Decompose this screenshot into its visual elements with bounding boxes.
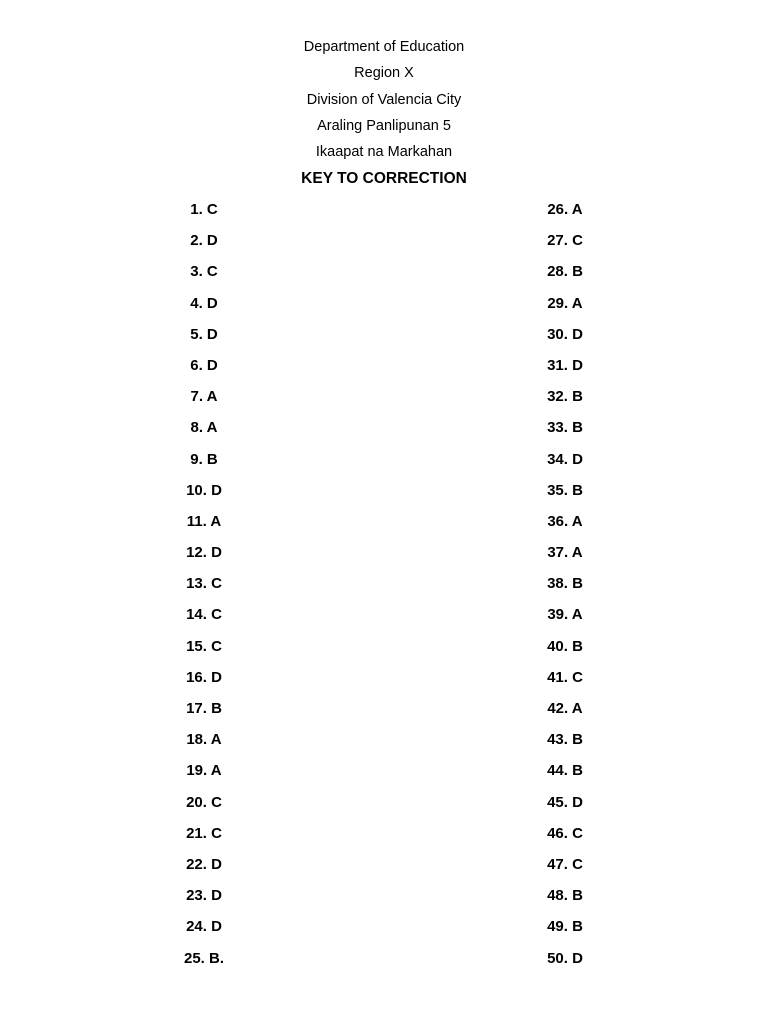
answer-item: 11. A xyxy=(186,512,222,530)
answer-item: 31. D xyxy=(547,356,583,374)
answer-item: 19. A xyxy=(186,762,222,780)
answer-item: 44. B xyxy=(547,762,583,780)
answer-item: 37. A xyxy=(547,544,583,562)
answer-item: 28. B xyxy=(547,263,583,281)
answer-item: 12. D xyxy=(186,544,222,562)
answer-item: 14. C xyxy=(186,606,222,624)
answer-item: 25. B. xyxy=(183,949,225,967)
answer-item: 4. D xyxy=(190,294,218,312)
answer-item: 38. B xyxy=(547,575,583,593)
answer-item: 5. D xyxy=(190,325,218,343)
answer-item: 42. A xyxy=(547,700,583,717)
department-line: Department of Education xyxy=(303,39,465,55)
answer-item: 3. C xyxy=(190,263,218,281)
answer-column-right xyxy=(505,199,625,979)
answer-item: 18. A xyxy=(186,731,222,749)
answer-item: 45. D xyxy=(547,793,583,811)
answer-item: 47. C xyxy=(547,855,583,873)
subject-line: Araling Panlipunan 5 xyxy=(317,117,451,134)
answer-item: 24. D xyxy=(186,918,222,936)
answer-item: 32. B xyxy=(547,388,583,406)
answer-item: 10. D xyxy=(186,481,222,499)
answer-item: 26. A xyxy=(547,201,583,218)
answer-item: 15. C xyxy=(186,637,222,655)
answer-item: 43. B xyxy=(547,731,583,749)
answer-item: 17. B xyxy=(186,700,222,717)
answer-item: 8. A xyxy=(190,419,218,437)
answer-item: 16. D xyxy=(186,668,222,686)
answer-item: 46. C xyxy=(547,824,583,842)
answer-item: 20. C xyxy=(186,793,222,811)
division-line: Division of Valencia City xyxy=(306,91,462,108)
answer-item: 13. C xyxy=(186,575,222,593)
answer-item: 2. D xyxy=(190,232,218,250)
answer-item: 30. D xyxy=(547,325,583,343)
answer-item: 33. B xyxy=(547,419,583,437)
answer-item: 35. B xyxy=(547,481,583,499)
answer-column-left xyxy=(144,199,264,979)
answer-item: 9. B xyxy=(190,450,218,468)
answer-item: 27. C xyxy=(547,232,583,250)
answer-item: 40. B xyxy=(547,637,583,655)
answer-item: 29. A xyxy=(547,294,583,312)
page-title: KEY TO CORRECTION xyxy=(301,170,467,187)
answer-item: 21. C xyxy=(186,824,222,842)
answer-item: 36. A xyxy=(547,512,583,530)
quarter-line: Ikaapat na Markahan xyxy=(315,144,453,161)
answer-item: 39. A xyxy=(547,606,583,624)
answer-item: 49. B xyxy=(547,918,583,936)
document-header xyxy=(0,36,768,167)
answer-item: 22. D xyxy=(186,855,222,873)
answer-item: 23. D xyxy=(186,887,222,905)
answer-item: 1. C xyxy=(190,201,218,218)
answer-item: 50. D xyxy=(547,949,583,967)
region-line: Region X xyxy=(354,65,414,82)
answer-item: 7. A xyxy=(190,388,218,406)
answer-item: 6. D xyxy=(190,356,218,374)
answer-item: 48. B xyxy=(547,887,583,905)
answer-item: 41. C xyxy=(547,668,583,686)
answer-item: 34. D xyxy=(547,450,583,468)
